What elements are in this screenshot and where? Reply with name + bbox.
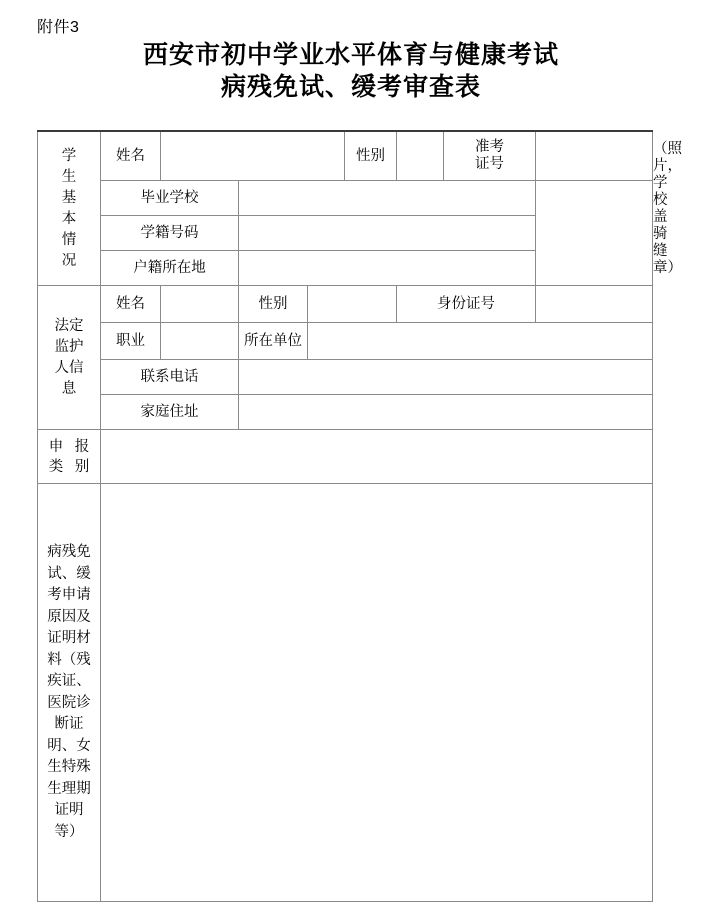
- guardian-occupation-label: 职业: [101, 323, 161, 360]
- graduation-school-label: 毕业学校: [101, 181, 239, 216]
- student-gender-input[interactable]: [397, 131, 444, 181]
- student-section-label: 学生基本情况: [38, 131, 101, 286]
- guardian-id-label: 身份证号: [397, 286, 536, 323]
- student-name-label: 姓名: [101, 131, 161, 181]
- graduation-school-input[interactable]: [239, 181, 536, 216]
- guardian-workplace-label: 所在单位: [239, 323, 308, 360]
- student-row-studentno: [38, 216, 653, 251]
- guardian-workplace-input[interactable]: [308, 323, 653, 360]
- guardian-row-phone: [38, 360, 653, 395]
- student-exam-no-input[interactable]: [536, 131, 653, 181]
- guardian-address-input[interactable]: [239, 395, 653, 430]
- student-row-residence: [38, 251, 653, 286]
- guardian-row-address: [38, 395, 653, 430]
- residence-input[interactable]: [239, 251, 536, 286]
- declaration-category-label: [38, 430, 101, 484]
- guardian-phone-input[interactable]: [239, 360, 653, 395]
- declaration-row: [38, 430, 653, 484]
- student-name-input[interactable]: [161, 131, 345, 181]
- guardian-occupation-input[interactable]: [161, 323, 239, 360]
- guardian-section-label: 法定监护人信息: [38, 286, 101, 430]
- exam-no-label-line-2: 证号: [475, 156, 505, 172]
- guardian-address-label: 家庭住址: [101, 395, 239, 430]
- student-exam-no-label: [444, 131, 536, 181]
- guardian-row-name: [38, 286, 653, 323]
- residence-label: 户籍所在地: [101, 251, 239, 286]
- declaration-label-line-1: 申 报: [48, 438, 94, 455]
- student-gender-label: 性别: [345, 131, 397, 181]
- guardian-phone-label: 联系电话: [101, 360, 239, 395]
- attachment-label: 附件3: [37, 19, 80, 36]
- guardian-id-input[interactable]: [536, 286, 653, 323]
- guardian-name-input[interactable]: [161, 286, 239, 323]
- guardian-name-label: 姓名: [101, 286, 161, 323]
- page-title: [0, 40, 702, 104]
- page-title-line-2: 病残免试、缓考审查表: [220, 74, 481, 101]
- declaration-label-line-2: 类 别: [48, 458, 94, 475]
- reason-materials-input[interactable]: [101, 484, 653, 902]
- exam-no-label-line-1: 准考: [475, 139, 505, 155]
- declaration-category-input[interactable]: [101, 430, 653, 484]
- reason-row: [38, 484, 653, 902]
- reason-materials-label: 病残免试、缓考申请原因及证明材料（残疾证、医院诊断证明、女生特殊生理期证明等）: [38, 484, 101, 902]
- guardian-gender-label: 性别: [239, 286, 308, 323]
- guardian-row-occupation: [38, 323, 653, 360]
- student-row-name: 学生基本情况 姓名 性别 准考 证号 （照片， 学校盖 骑缝章）: [38, 131, 653, 181]
- page-title-line-1: 西安市初中学业水平体育与健康考试: [142, 42, 559, 69]
- student-row-school: [38, 181, 653, 216]
- student-no-label: 学籍号码: [101, 216, 239, 251]
- student-no-input[interactable]: [239, 216, 536, 251]
- guardian-gender-input[interactable]: [308, 286, 397, 323]
- review-form-table: [37, 130, 683, 902]
